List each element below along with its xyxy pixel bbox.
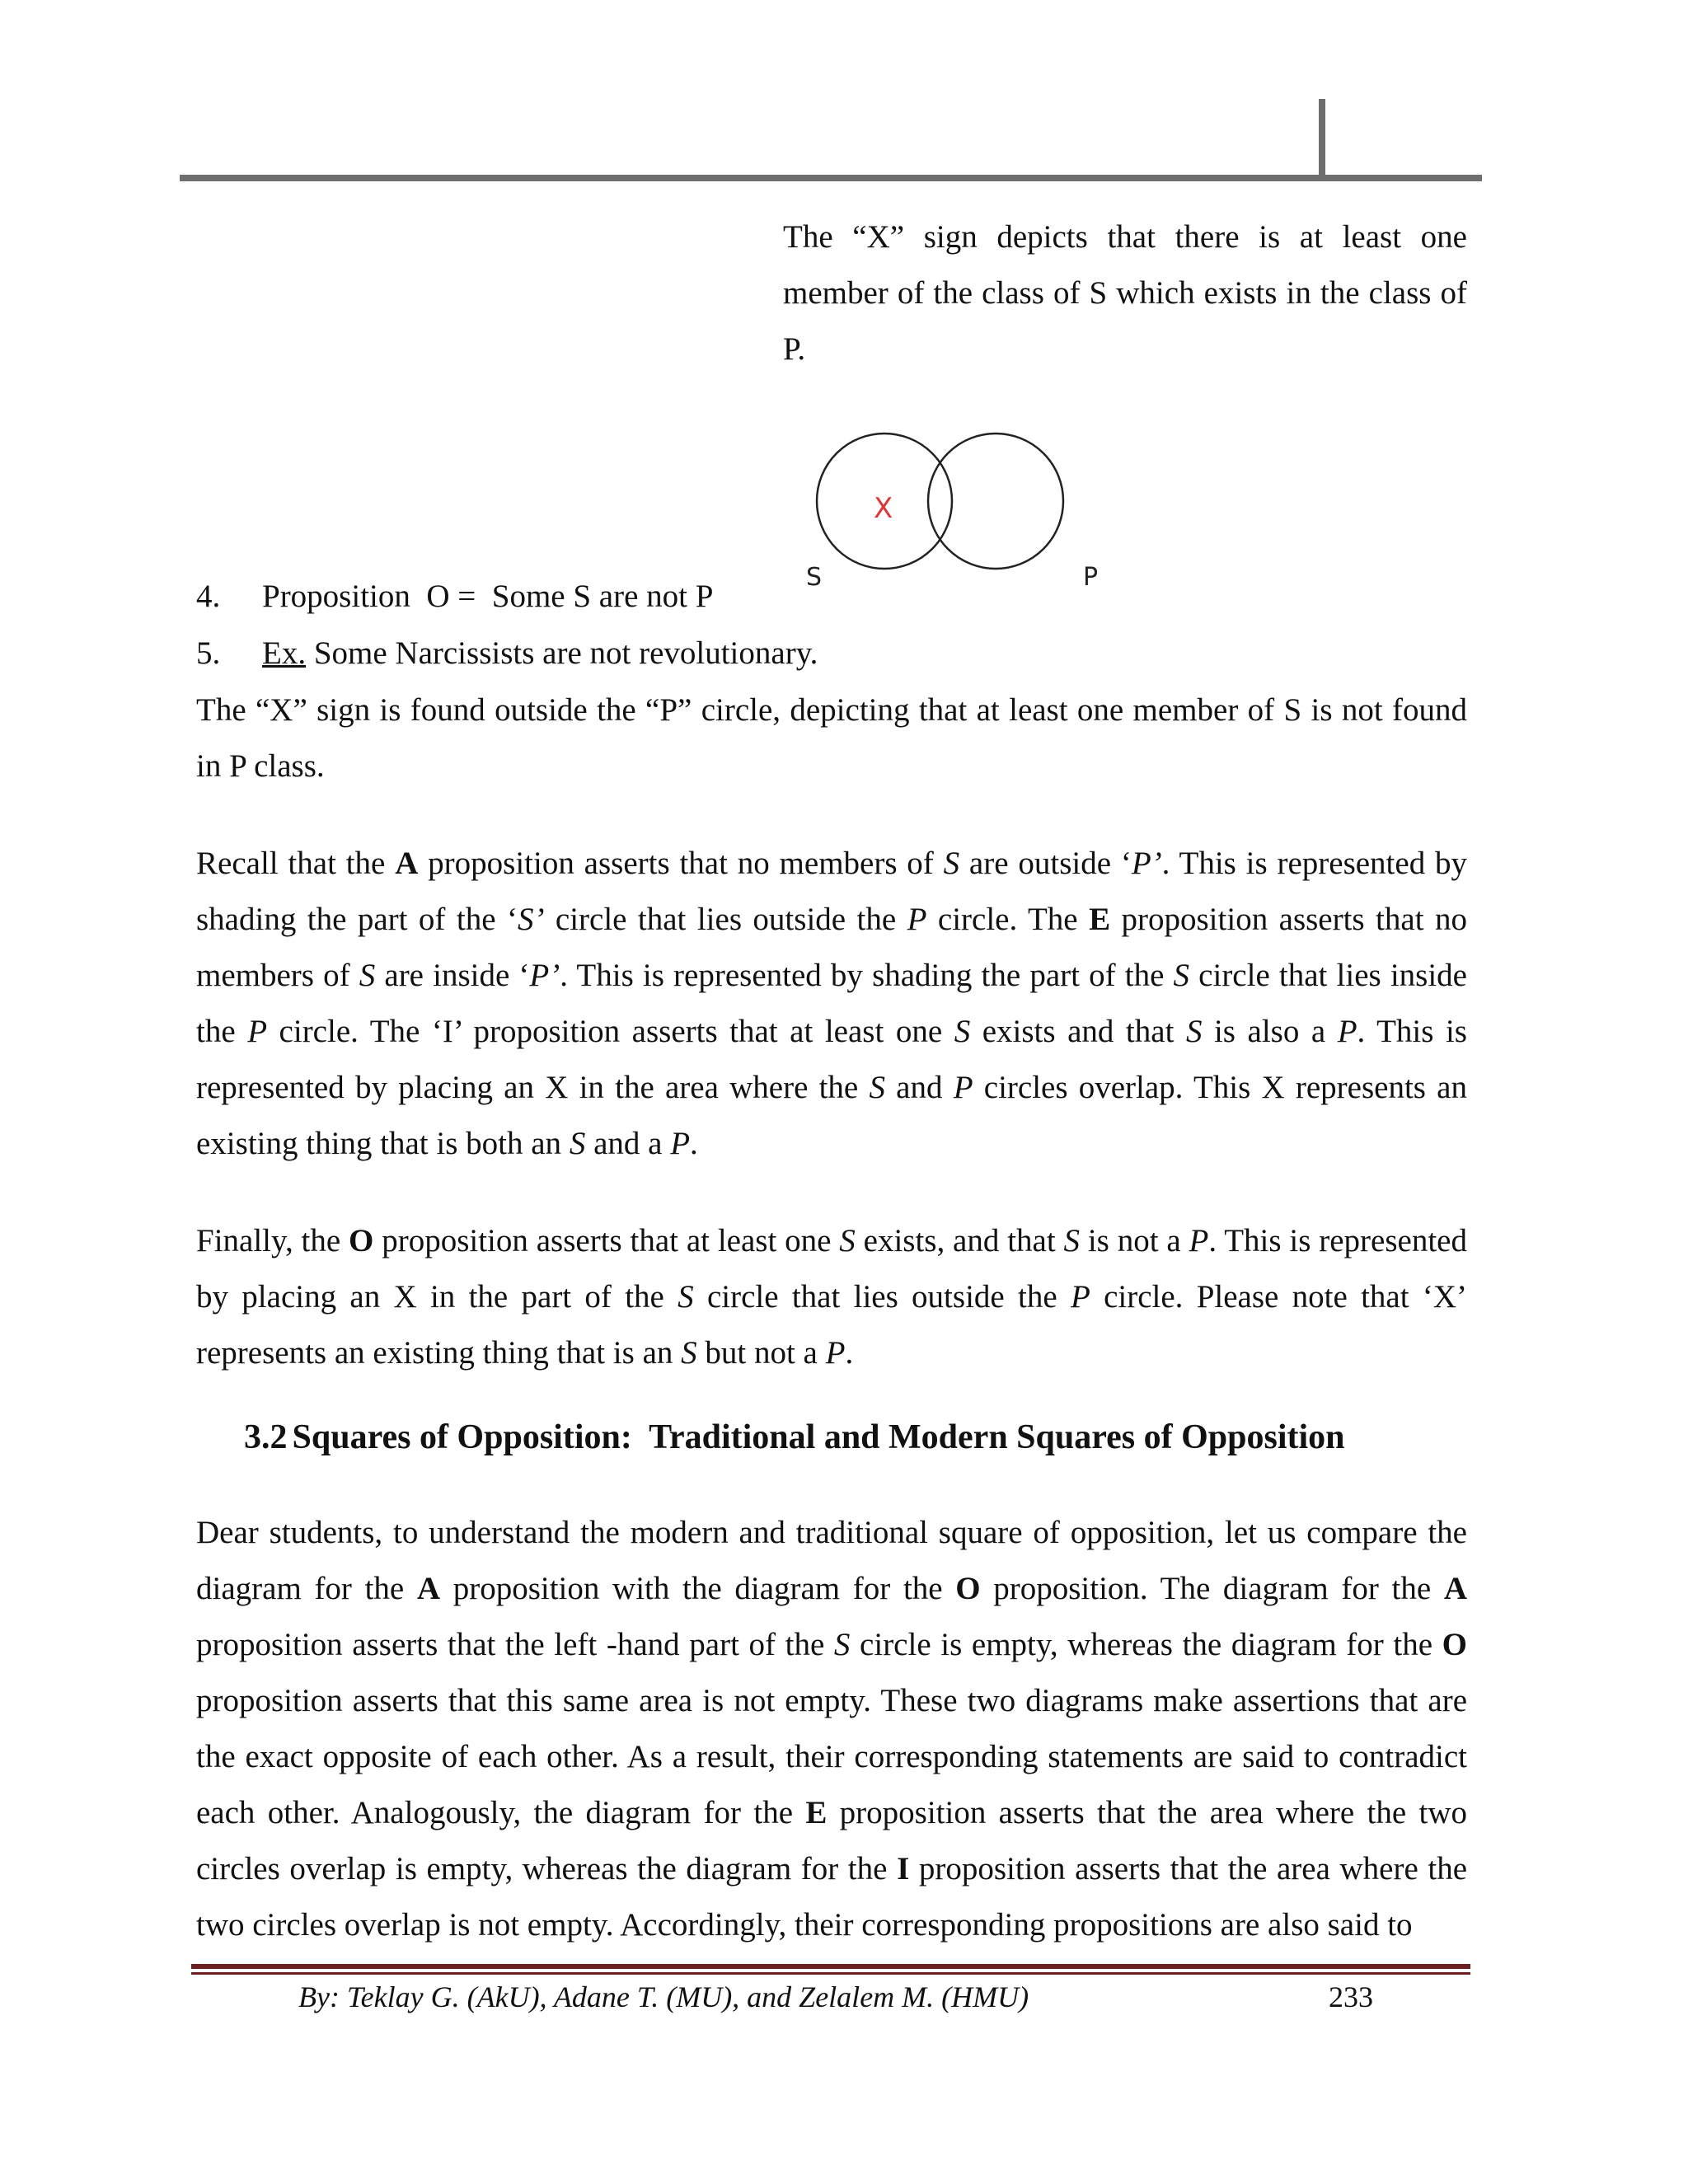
section-title: Squares of Opposition: Traditional and Modern Squares of Opposition: [292, 1418, 1345, 1456]
section-number: 3.2: [244, 1418, 288, 1456]
intro-paragraph: The “X” sign depicts that there is at least one member of the class of S which exists in the class of P.: [783, 219, 1467, 367]
paragraph-dear-students: Dear students, to understand the modern and traditional square of opposition, let us compare the diagram for the A proposition with the diagram for the O proposition. The diagram for the A proposition asserts that the left -hand part of the S circle is empty, whereas the diagram for the O proposition asserts that this same area is not empty. These two diagrams make assertions that are the exact opposite of each other. As a result, their corresponding statements are said to contradict each other. Analogously, the diagram for the E proposition asserts that the area where the two circles overlap is empty, whereas the diagram for the I proposition asserts that the area where the two circles overlap is not empty. Accordingly, their corresponding propositions are also said to: [196, 1515, 1468, 1943]
footer-authors: By: Teklay G. (AkU), Adane T. (MU), and Zelalem M. (HMU): [298, 1980, 1029, 2013]
venn-label-p: P: [1083, 563, 1099, 592]
list-item-5: [196, 626, 818, 682]
list-item-5-ex: Ex.: [262, 635, 307, 671]
section-heading: [244, 1409, 1345, 1465]
list-item-4: [196, 569, 713, 625]
header-rule: [180, 175, 1482, 181]
venn-circle-p: [928, 434, 1063, 569]
paragraph-finally: Finally, the O proposition asserts that at least one S exists, and that S is not a P. This is represented by placing an X in the part of the S circle that lies outside the P circle. Please note that ‘X’ represents an existing thing that is an S but not a P.: [196, 1223, 1467, 1371]
paragraph-recall: Recall that the A proposition asserts that no members of S are outside ‘P’. This is represented by shading the part of the ‘S’ circle that lies outside the P circle. The E proposition asserts that no members of S are inside ‘P’. This is represented by shading the part of the S circle that lies inside the P circle. The ‘I’ proposition asserts that at least one S exists and that S is also a P. This is represented by placing an X in the area where the S and P circles overlap. This X represents an existing thing that is both an S and a P.: [196, 846, 1468, 1161]
list-item-5-number: 5.: [196, 635, 221, 671]
venn-diagram: [790, 412, 1119, 598]
venn-label-s: S: [806, 563, 823, 592]
venn-x-mark: X: [874, 492, 893, 525]
list-item-5-text: Some Narcissists are not revolutionary.: [306, 635, 818, 671]
footer-rule: [191, 1964, 1470, 1969]
page-number: 233: [1329, 1980, 1373, 2013]
list-item-4-number: 4.: [196, 579, 221, 614]
list-item-4-text: Proposition O = Some S are not P: [262, 579, 714, 614]
paragraph-x-outside: The “X” sign is found outside the “P” circle, depicting that at least one member of S is not found in P class.: [196, 692, 1467, 784]
header-tick: [1319, 99, 1325, 178]
footer-rule-thin: [191, 1972, 1470, 1975]
